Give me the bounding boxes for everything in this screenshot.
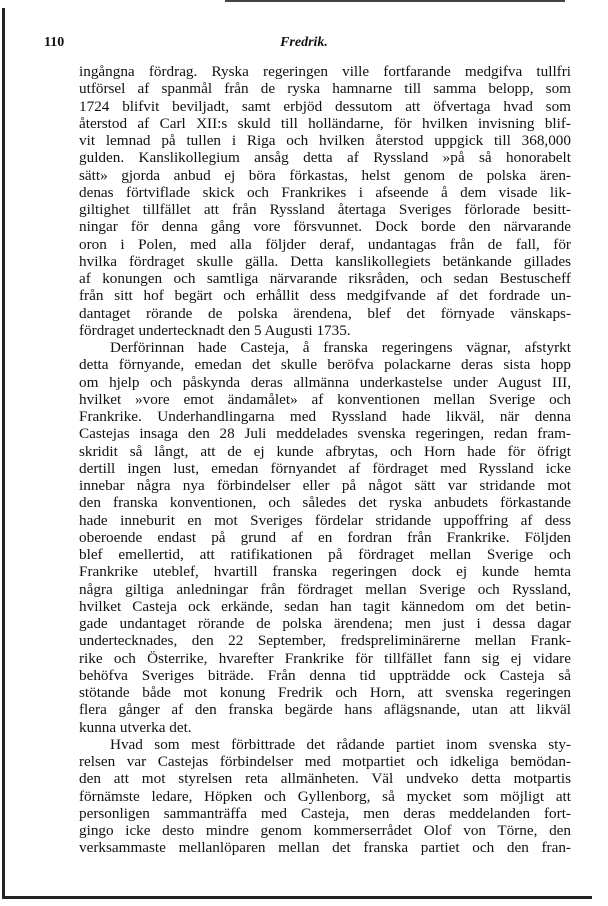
text-line: hade inneburit en mot Sveriges fördelar stridande uppoffring af dess [79, 511, 571, 529]
paragraph [79, 339, 571, 736]
text-line: den franska konventionen, och således det ryska anbudets förkastande [79, 494, 571, 512]
text-line: ningar för denna gång vore försvunnet. Dock borde den närvarande [79, 218, 571, 236]
text-line: dantaget rörande de polska ärendena, blef det förnyade vänskaps- [79, 304, 571, 322]
text-line: Castejas insaga den 28 Juli meddelades svenska regeringen, redan fram- [79, 425, 571, 443]
text-line: om hjelp och påskynda deras allmänna underkastelse under August III, [79, 373, 571, 391]
text-line: verksammaste mellanlöparen mellan det franska partiet och den fran- [79, 839, 571, 857]
text-line: af konungen och samtliga närvarande riksråden, och sedan Bestuscheff [79, 270, 571, 287]
text-line: stötande både mot konung Fredrik och Horn, att svenska regeringen [79, 684, 571, 701]
text-line: hvilket Casteja ock erkände, sedan han tagit kännedom om det betin- [79, 597, 571, 615]
text-line: detta förnyande, emedan det skulle beröfva polackarne deras sista hopp [79, 356, 571, 374]
text-line: 1724 blifvit beviljadt, samt erbjöd dessutom att öfvertaga hvad som [79, 97, 571, 115]
text-line: gulden. Kanslikollegium ansåg detta af Ryssland »på så honorabelt [79, 149, 571, 167]
page-number: 110 [44, 35, 65, 50]
text-line: vit lemnad på tullen i Riga och hvilken återstod uppgick till 368,000 [79, 132, 571, 149]
text-line: rike och Österrike, hvarefter Frankrike för tillfället fann sig ej vidare [79, 649, 571, 667]
text-line: gade undantaget rörande de polska ärendena; men just i dessa dagar [79, 615, 571, 632]
body-text [79, 63, 571, 857]
text-line: sätt» gjorda anbud ej böra förkastas, helst genom de polska ären- [79, 166, 571, 184]
text-line: kunna utverka det. [79, 718, 192, 736]
text-line: gingo icke desto mindre genom kommerserrådet Olof von Törne, den [79, 822, 571, 839]
text-line: denas förtviflade skick och Frankrikes i afseende å dem visade lik- [79, 183, 571, 201]
text-line: hvilka fördraget skulle gälla. Detta kanslikollegiets betänkande gillades [79, 252, 571, 270]
paragraph [79, 736, 571, 857]
text-line: återstod af Carl XII:s skuld till holländarne, för hvilken invisning blif- [79, 114, 571, 132]
paragraph [79, 63, 571, 339]
text-line: innebar några nya förbindelser eller på något sätt var stridande mot [79, 477, 571, 494]
text-line: hvilket »vore emot ändamålet» af konventionen mellan Sverige och [79, 390, 571, 408]
text-line: flera gånger af den franska begärde hans aflägsnande, utan att likväl [79, 701, 571, 719]
running-head: Fredrik. [280, 35, 328, 50]
text-line: dertill ingen lust, emedan förnyandet af fördraget med Ryssland icke [79, 459, 571, 477]
text-line: Hvad som mest förbittrade det rådande partiet inom svenska sty- [110, 735, 571, 753]
text-line: den att mot styrelsen reta allmänheten. Väl undveko detta motpartis [79, 770, 571, 788]
text-line: undertecknades, den 22 September, fredspreliminärerne mellan Frank- [79, 632, 571, 650]
text-line: blef emellertid, att ratifikationen på fördraget mellan Sverige och [79, 546, 571, 563]
text-line: ingångna fördrag. Ryska regeringen ville fortfarande medgifva tullfri [79, 63, 571, 80]
text-line: oberoende endast på grund af en fordran från Frankrike. Följden [79, 528, 571, 546]
text-line: Derförinnan hade Casteja, å franska regeringens vägnar, afstyrkt [110, 339, 571, 356]
text-line: förnämste ledare, Höpken och Gyllenborg, så mycket som möjligt att [79, 787, 571, 805]
text-line: fördraget undertecknadt den 5 Augusti 1735. [79, 321, 351, 339]
text-line: från sitt hof begärt och erhållit dess medgifvande af det fordrade un- [79, 287, 571, 305]
text-line: giltighet tillfället att från Ryssland återtaga Sveriges förlorade besitt- [79, 201, 571, 218]
text-line: personligen sammanträffa med Casteja, men deras meddelanden fort- [79, 804, 571, 822]
page-edge-left [2, 8, 5, 898]
text-line: oron i Polen, med alla följder deraf, undantagas från de fall, för [79, 235, 571, 253]
text-line: Frankrike uteblef, hvartill franska regeringen dock ej kunde hemta [79, 563, 571, 581]
text-line: relsen var Castejas förbindelser med motpartiet och idkeliga bemödan- [79, 753, 571, 770]
page-edge-bottom [2, 896, 592, 899]
text-line: några giltiga anledningar från fördraget mellan Sverige och Ryssland, [79, 580, 571, 598]
text-line: behöfva Sveriges biträde. Från denna tid uppträdde ock Casteja så [79, 666, 571, 684]
page-edge-top [225, 0, 565, 2]
text-line: utförsel af spanmål från de ryska hamnarne till samma belopp, som [79, 80, 571, 98]
text-line: Frankrike. Underhandlingarna med Ryssland hade likväl, när denna [79, 408, 571, 425]
text-line: skridit så långt, att de ej kunde afbrytas, och Horn hade för öfrigt [79, 442, 571, 460]
